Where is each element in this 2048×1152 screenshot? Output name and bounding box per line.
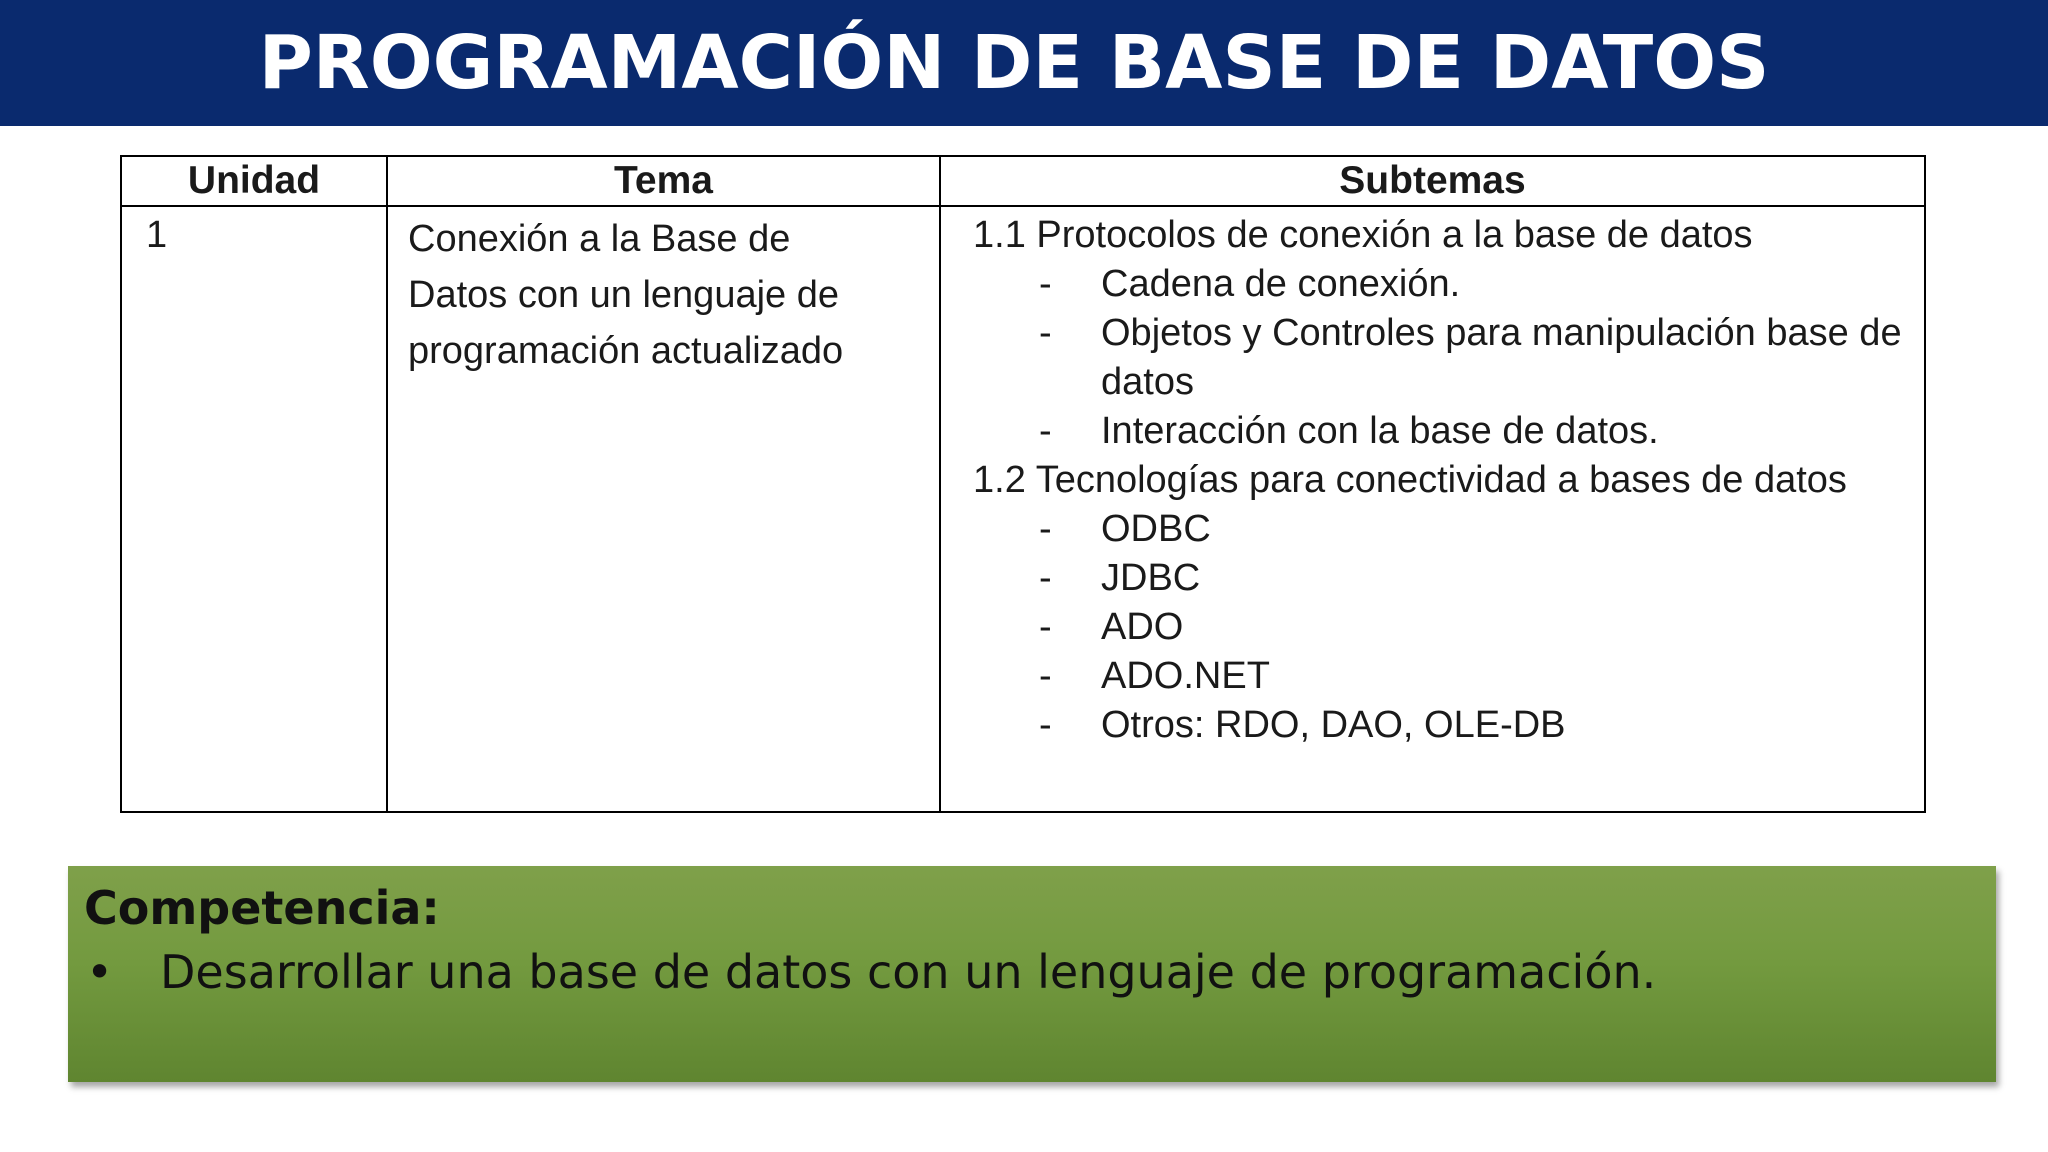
subtema-list [973,505,1904,750]
unidad-cell: 1 [121,206,387,812]
list-item-text: Interacción con la base de datos. [1101,410,1659,452]
list-item [973,505,1904,554]
subtema-heading: 1.2 Tecnologías para conectividad a bases de datos [973,459,1847,501]
subtema-section-2 [973,456,1904,750]
list-item [973,407,1904,456]
dash-bullet: - [1039,508,1052,550]
subtema-section-1 [973,211,1904,456]
list-item-text: ODBC [1101,508,1211,550]
list-item [973,260,1904,309]
competencia-heading: Competencia: [84,881,440,935]
bullet-icon: • [86,945,114,999]
competencia-box [68,866,1996,1082]
subtema-list [973,260,1904,456]
tema-line: Conexión a la Base de [408,218,791,260]
dash-bullet: - [1039,312,1052,354]
list-item [973,701,1904,750]
header-tema: Tema [387,156,940,206]
header-unidad: Unidad [121,156,387,206]
subtema-heading: 1.1 Protocolos de conexión a la base de datos [973,214,1753,256]
list-item [973,603,1904,652]
list-item-text: Otros: RDO, DAO, OLE-DB [1101,704,1566,746]
dash-bullet: - [1039,655,1052,697]
list-item-text: Cadena de conexión. [1101,263,1461,305]
subtemas-cell [940,206,1925,812]
list-item-text: ADO.NET [1101,655,1270,697]
dash-bullet: - [1039,606,1052,648]
dash-bullet: - [1039,557,1052,599]
dash-bullet: - [1039,410,1052,452]
dash-bullet: - [1039,704,1052,746]
tema-line: Datos con un lenguaje de [408,274,839,316]
table-header-row [121,156,1925,206]
title-bar [0,0,2048,126]
list-item-text: JDBC [1101,557,1201,599]
page-title: PROGRAMACIÓN DE BASE DE DATOS [258,20,1770,106]
dash-bullet: - [1039,263,1052,305]
tema-cell [387,206,940,812]
list-item [973,554,1904,603]
table-row [121,206,1925,812]
syllabus-table [120,155,1926,813]
list-item-text: Objetos y Controles para manipulación base de datos [1101,312,1902,403]
list-item [973,309,1904,407]
list-item [973,652,1904,701]
competencia-text: Desarrollar una base de datos con un lenguaje de programación. [160,945,1657,999]
list-item-text: ADO [1101,606,1184,648]
tema-line: programación actualizado [408,330,844,372]
header-subtemas: Subtemas [940,156,1925,206]
